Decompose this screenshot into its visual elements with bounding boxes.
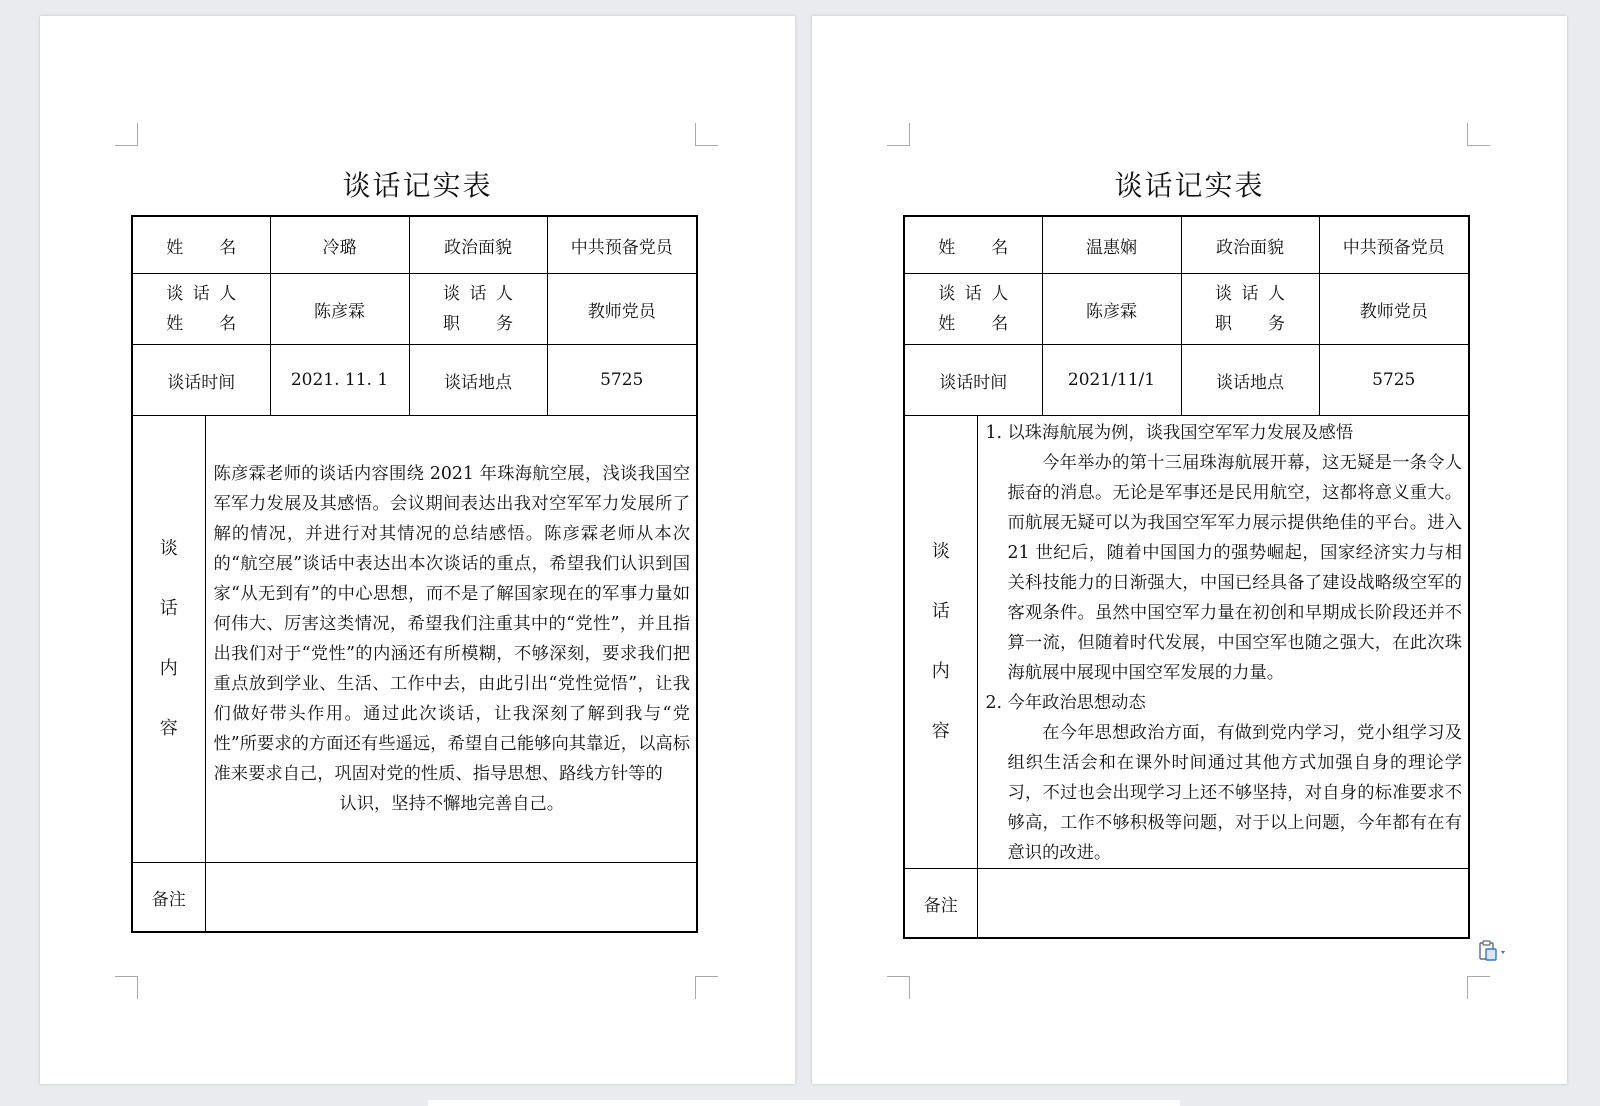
time-value: 2021. 11. 1: [270, 345, 409, 416]
position-label-line1: 谈话人: [443, 284, 513, 304]
crop-mark: [695, 123, 718, 146]
content-last-line: 认识，坚持不懈地完善自己。: [339, 794, 565, 814]
next-page-edge: [428, 1100, 1180, 1106]
paste-options-icon[interactable]: [1478, 940, 1508, 964]
name-label: 姓名: [938, 237, 1009, 258]
crop-mark: [695, 976, 718, 999]
position-value: 教师党员: [547, 274, 697, 345]
talker-label-line1: 谈话人: [938, 284, 1009, 304]
place-value: 5725: [1319, 345, 1469, 416]
content-body: [977, 416, 1469, 869]
remark-value[interactable]: [977, 869, 1469, 939]
crop-mark: [1467, 976, 1490, 999]
politics-value: 中共预备党员: [547, 216, 697, 274]
remark-value[interactable]: [205, 863, 697, 933]
talk-record-table: [131, 215, 698, 933]
time-label: 谈话时间: [904, 345, 1042, 416]
page-title: 谈话记实表: [1114, 169, 1265, 202]
document-page-right: [812, 16, 1567, 1084]
content-body: [205, 416, 697, 863]
talk-record-table: [903, 215, 1470, 939]
name-value: 温惠娴: [1042, 216, 1181, 274]
page-title: 谈话记实表: [342, 169, 493, 202]
talker-label-cell: [132, 274, 270, 345]
crop-mark: [1467, 123, 1490, 146]
content-item1-heading: 1. 以珠海航展为例，谈我国空军军力发展及感悟: [985, 423, 1354, 443]
name-label-cell: [132, 216, 270, 274]
position-label-cell: [409, 274, 547, 345]
talker-label-line2: 姓名: [166, 314, 237, 334]
crop-mark: [887, 976, 910, 999]
talker-label-line2: 姓名: [938, 314, 1009, 334]
position-label-line2: 职务: [1215, 314, 1285, 334]
position-label-line2: 职务: [443, 314, 513, 334]
crop-mark: [115, 976, 138, 999]
name-value: 冷璐: [270, 216, 409, 274]
name-label-cell: [904, 216, 1042, 274]
content-item2-heading: 2. 今年政治思想动态: [985, 693, 1146, 713]
content-label: 谈 话 内 容: [904, 416, 977, 869]
remark-label: 备注: [132, 863, 205, 933]
time-value: 2021/11/1: [1042, 345, 1181, 416]
politics-label: 政治面貌: [1181, 216, 1319, 274]
politics-label: 政治面貌: [409, 216, 547, 274]
time-label: 谈话时间: [132, 345, 270, 416]
crop-mark: [887, 123, 910, 146]
talker-label-cell: [904, 274, 1042, 345]
content-label: 谈 话 内 容: [132, 416, 205, 863]
content-item2-body: 在今年思想政治方面，有做到党内学习，党小组学习及组织生活会和在课外时间通过其他方式加强自身的理论学习，不过也会出现学习上还不够坚持，对自身的标准要求不够高，工作不够积极等问题，对于以上问题，今年都有在有意识的改进。: [1007, 723, 1462, 863]
content-paragraph: 陈彦霖老师的谈话内容围绕 2021 年珠海航空展，浅谈我国空军军力发展及其感悟。会议期间表达出我对空军军力发展所了解的情况，并进行对其情况的总结感悟。陈彦霖老师从本次的“航空展”谈话中表达出本次谈话的重点，希望我们认识到国家“从无到有”的中心思想，而不是了解国家现在的军事力量如何伟大、厉害这类情况，希望我们注重其中的“党性”，并且指出我们对于“党性”的内涵还有所模糊，不够深刻，要求我们把重点放到学业、生活、工作中去，由此引出“党性觉悟”，让我们做好带头作用。通过此次谈话，让我深刻了解到我与“党性”所要求的方面还有些遥远，希望自己能够向其靠近，以高标准来要求自己，巩固对党的性质、指导思想、路线方针等的: [213, 464, 690, 784]
content-item1-body: 今年举办的第十三届珠海航展开幕，这无疑是一条令人振奋的消息。无论是军事还是民用航空，这都将意义重大。而航展无疑可以为我国空军军力展示提供绝佳的平台。进入 21 世纪后，随着中国国力的强势崛起，国家经济实力与相关科技能力的日渐强大，中国已经具备了建设战略级空军的客观条件。虽然中国空军力量在初创和早期成长阶段还并不算一流，但随着时代发展，中国空军也随之强大，在此次珠海航展中展现中国空军发展的力量。: [1007, 453, 1462, 683]
remark-label: 备注: [904, 869, 977, 939]
talker-value: 陈彦霖: [1042, 274, 1181, 345]
talker-label-line1: 谈话人: [166, 284, 237, 304]
politics-value: 中共预备党员: [1319, 216, 1469, 274]
document-page-left: [40, 16, 795, 1084]
position-label-cell: [1181, 274, 1319, 345]
name-label: 姓名: [166, 237, 237, 258]
place-label: 谈话地点: [1181, 345, 1319, 416]
position-value: 教师党员: [1319, 274, 1469, 345]
talker-value: 陈彦霖: [270, 274, 409, 345]
place-value: 5725: [547, 345, 697, 416]
position-label-line1: 谈话人: [1215, 284, 1285, 304]
place-label: 谈话地点: [409, 345, 547, 416]
crop-mark: [115, 123, 138, 146]
